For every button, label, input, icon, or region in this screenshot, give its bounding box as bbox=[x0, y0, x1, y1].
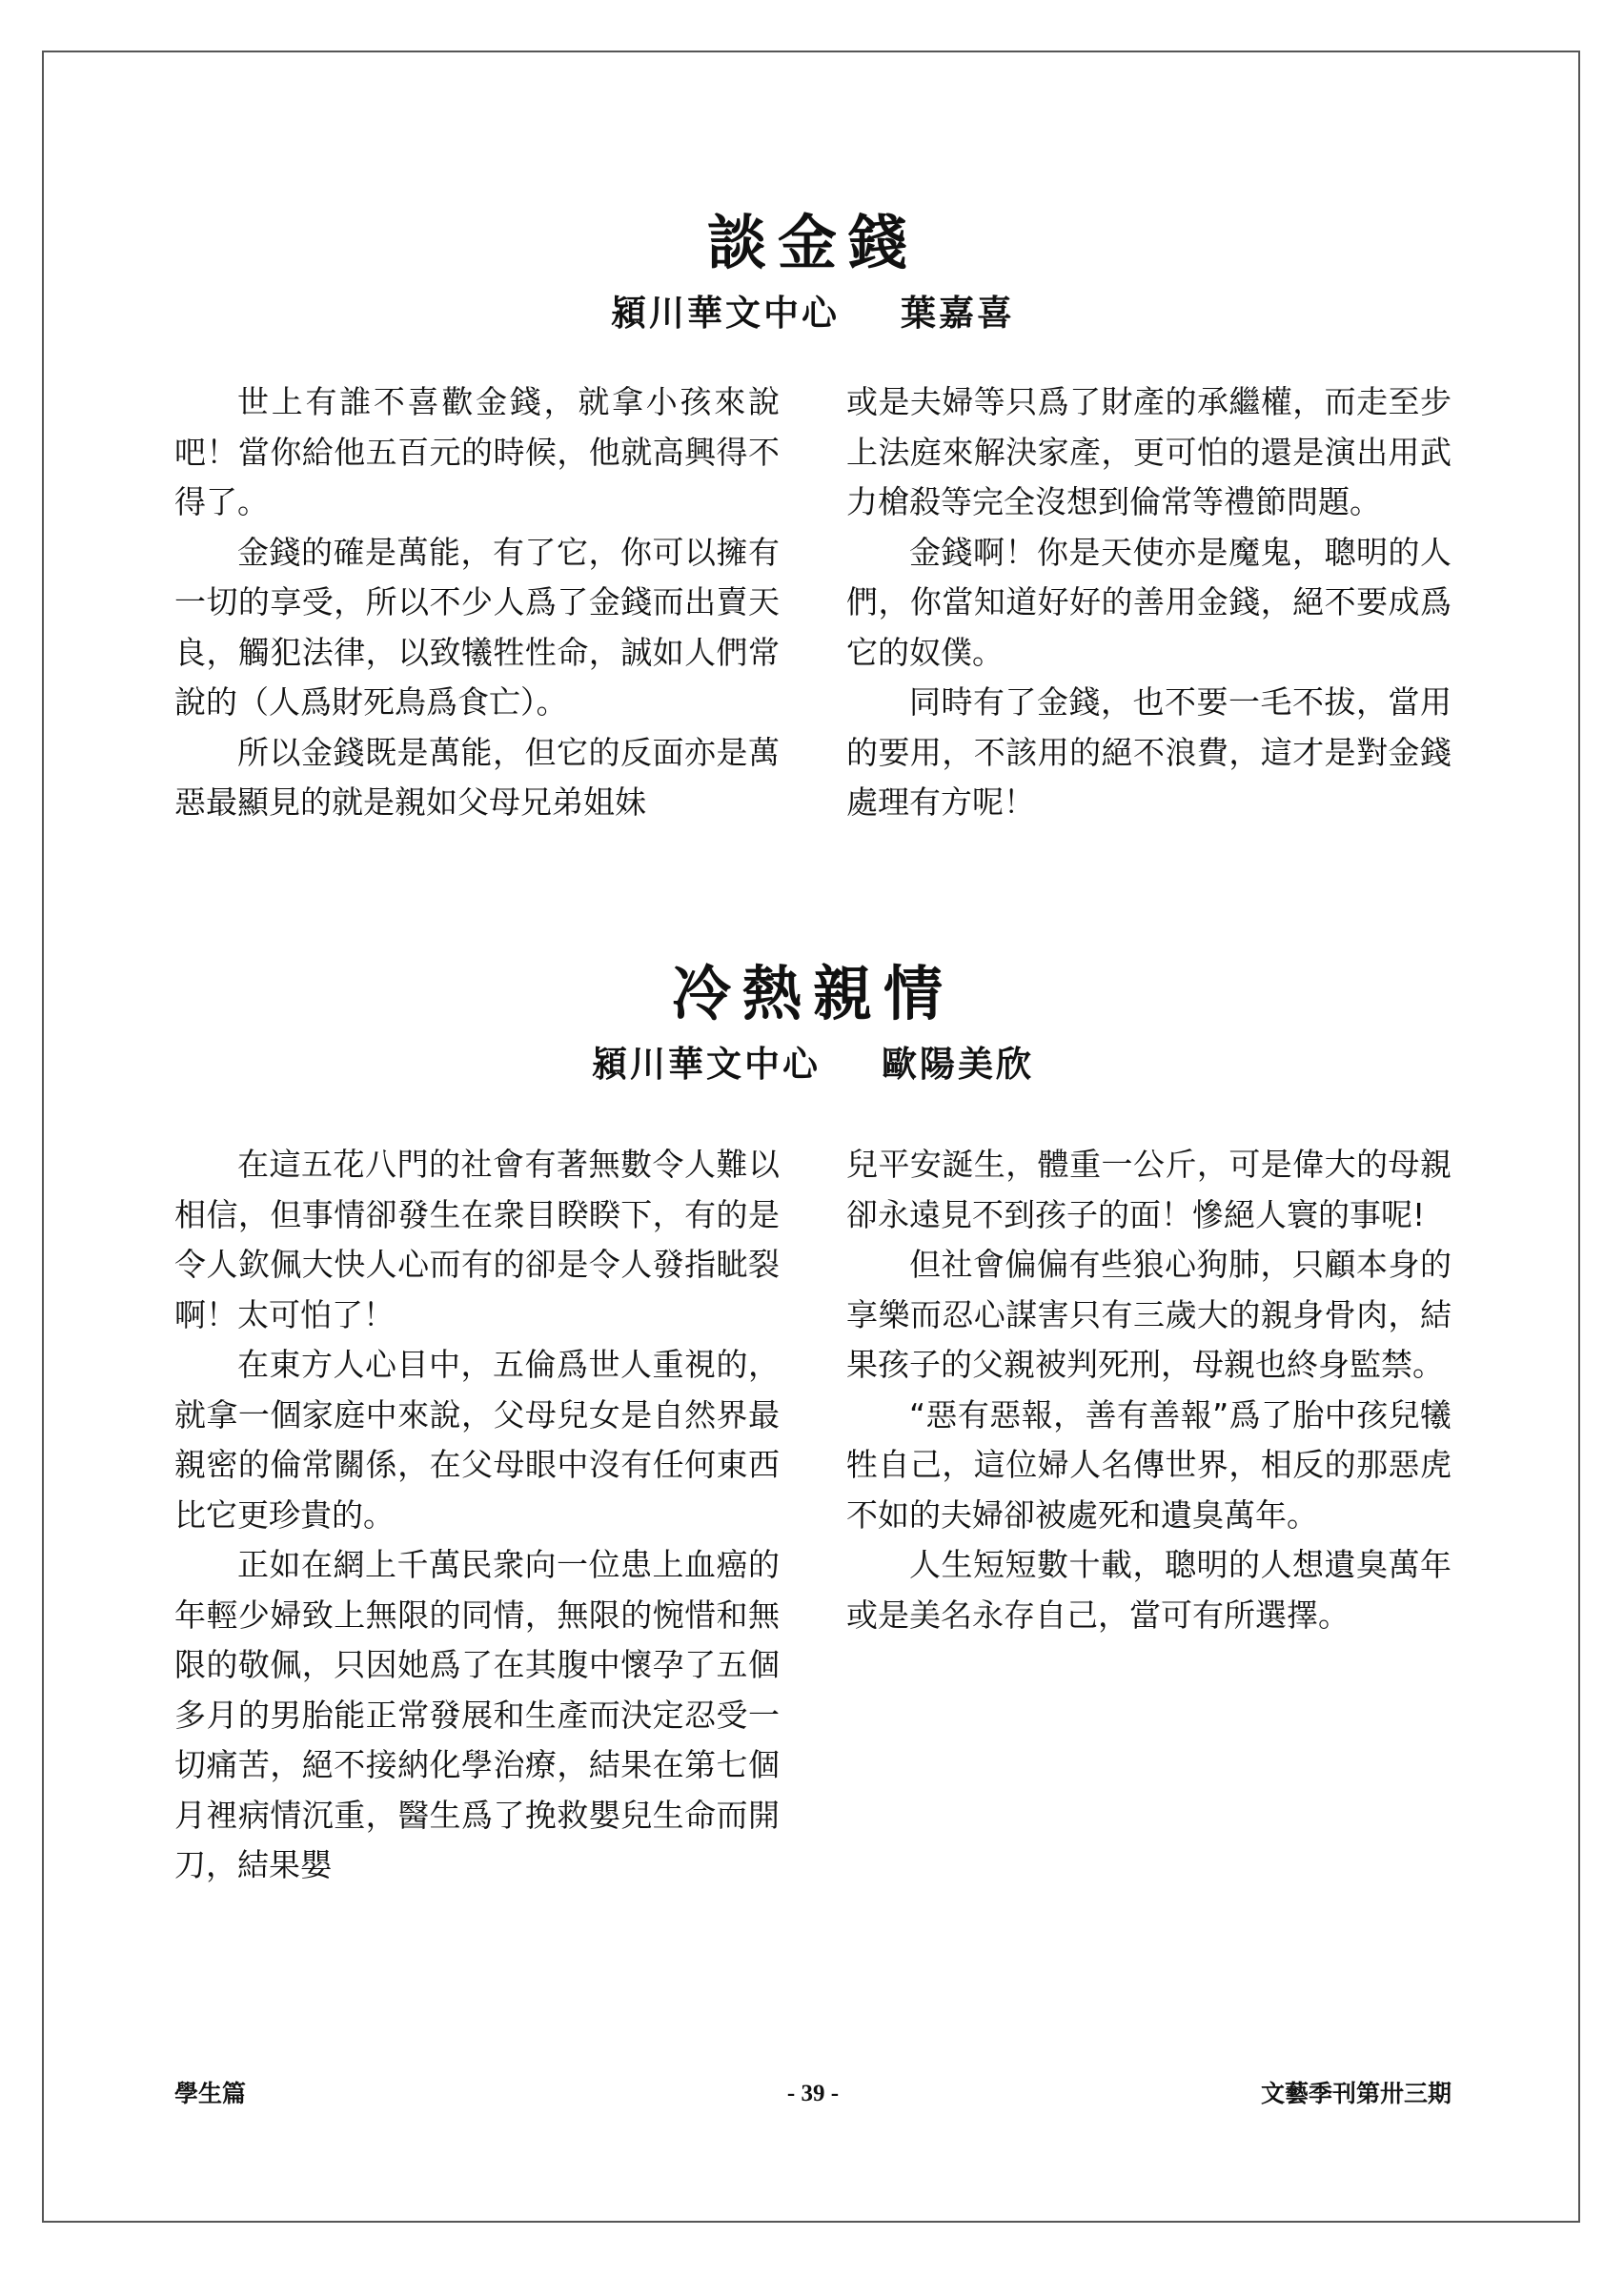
column-right bbox=[846, 1140, 1451, 1891]
article-columns bbox=[174, 377, 1451, 828]
paragraph: 所以金錢既是萬能，但它的反面亦是萬惡最顯見的就是親如父母兄弟姐妹 bbox=[174, 733, 780, 821]
page-footer bbox=[174, 2078, 1451, 2110]
article-columns bbox=[174, 1140, 1451, 1891]
column-right bbox=[846, 377, 1451, 828]
column-left bbox=[174, 377, 780, 828]
article-byline bbox=[174, 288, 1451, 337]
article-title: 談金錢 bbox=[706, 208, 919, 277]
paragraph-continued: 兒平安誕生，體重一公斤，可是偉大的母親卻永遠見不到孩子的面！慘絕人寰的事呢! bbox=[846, 1146, 1451, 1233]
byline-author: 歐陽美欣 bbox=[882, 1043, 1034, 1085]
byline-school: 潁川華文中心 bbox=[592, 1043, 821, 1085]
paragraph: 人生短短數十載，聰明的人想遺臭萬年或是美名永存自己，當可有所選擇。 bbox=[846, 1546, 1451, 1634]
paragraph: 金錢啊！你是天使亦是魔鬼，聰明的人們，你當知道好好的善用金錢，絕不要成爲它的奴僕。 bbox=[846, 533, 1451, 671]
paragraph: 同時有了金錢，也不要一毛不拔，當用的要用，不該用的絕不浪費，這才是對金錢處理有方呢！ bbox=[846, 683, 1451, 821]
byline-school: 潁川華文中心 bbox=[611, 292, 840, 334]
article-title: 冷熱親情 bbox=[671, 959, 954, 1028]
paragraph: 在東方人心目中，五倫爲世人重視的，就拿一個家庭中來說，父母兒女是自然界最親密的倫常關係，在父母眼中沒有任何東西比它更珍貴的。 bbox=[174, 1346, 780, 1534]
article-money bbox=[174, 204, 1451, 828]
paragraph: 世上有誰不喜歡金錢，就拿小孩來說吧！當你給他五百元的時候，他就高興得不得了。 bbox=[174, 383, 780, 520]
article-byline bbox=[174, 1039, 1451, 1088]
paragraph: “惡有惡報，善有善報”爲了胎中孩兒犧牲自己，這位婦人名傳世界，相反的那惡虎不如的夫婦卻被處死和遺臭萬年。 bbox=[846, 1395, 1451, 1534]
article-family bbox=[174, 955, 1451, 1891]
paragraph-continued: 或是夫婦等只爲了財產的承繼權，而走至步上法庭來解決家產，更可怕的還是演出用武力槍殺等完全沒想到倫常等禮節問題。 bbox=[846, 383, 1451, 520]
paragraph: 金錢的確是萬能，有了它，你可以擁有一切的享受，所以不少人爲了金錢而出賣天良，觸犯法律，以致犧牲性命，誠如人們常說的（人爲財死鳥爲食亡）。 bbox=[174, 533, 780, 721]
byline-author: 葉嘉喜 bbox=[901, 292, 1015, 334]
paragraph: 在這五花八門的社會有著無數令人難以相信，但事情卻發生在衆目睽睽下，有的是令人欽佩大快人心而有的卻是令人發指眦裂啊！太可怕了！ bbox=[174, 1146, 780, 1333]
column-left bbox=[174, 1140, 780, 1891]
footer-page-number: - 39 - bbox=[786, 2081, 840, 2106]
paragraph: 但社會偏偏有些狼心狗肺，只顧本身的享樂而忍心謀害只有三歲大的親身骨肉，結果孩子的父親被判死刑，母親也終身監禁。 bbox=[846, 1246, 1451, 1383]
paragraph: 正如在網上千萬民衆向一位患上血癌的年輕少婦致上無限的同情，無限的惋惜和無限的敬佩，只因她爲了在其腹中懷孕了五個多月的男胎能正常發展和生產而決定忍受一切痛苦，絕不接納化學治療，結果在第七個月裡病情沉重，醫生爲了挽救嬰兒生命而開刀，結果嬰 bbox=[174, 1546, 780, 1883]
footer-publication: 文藝季刊第卅三期 bbox=[1260, 2081, 1451, 2107]
footer-section: 學生篇 bbox=[174, 2081, 247, 2107]
